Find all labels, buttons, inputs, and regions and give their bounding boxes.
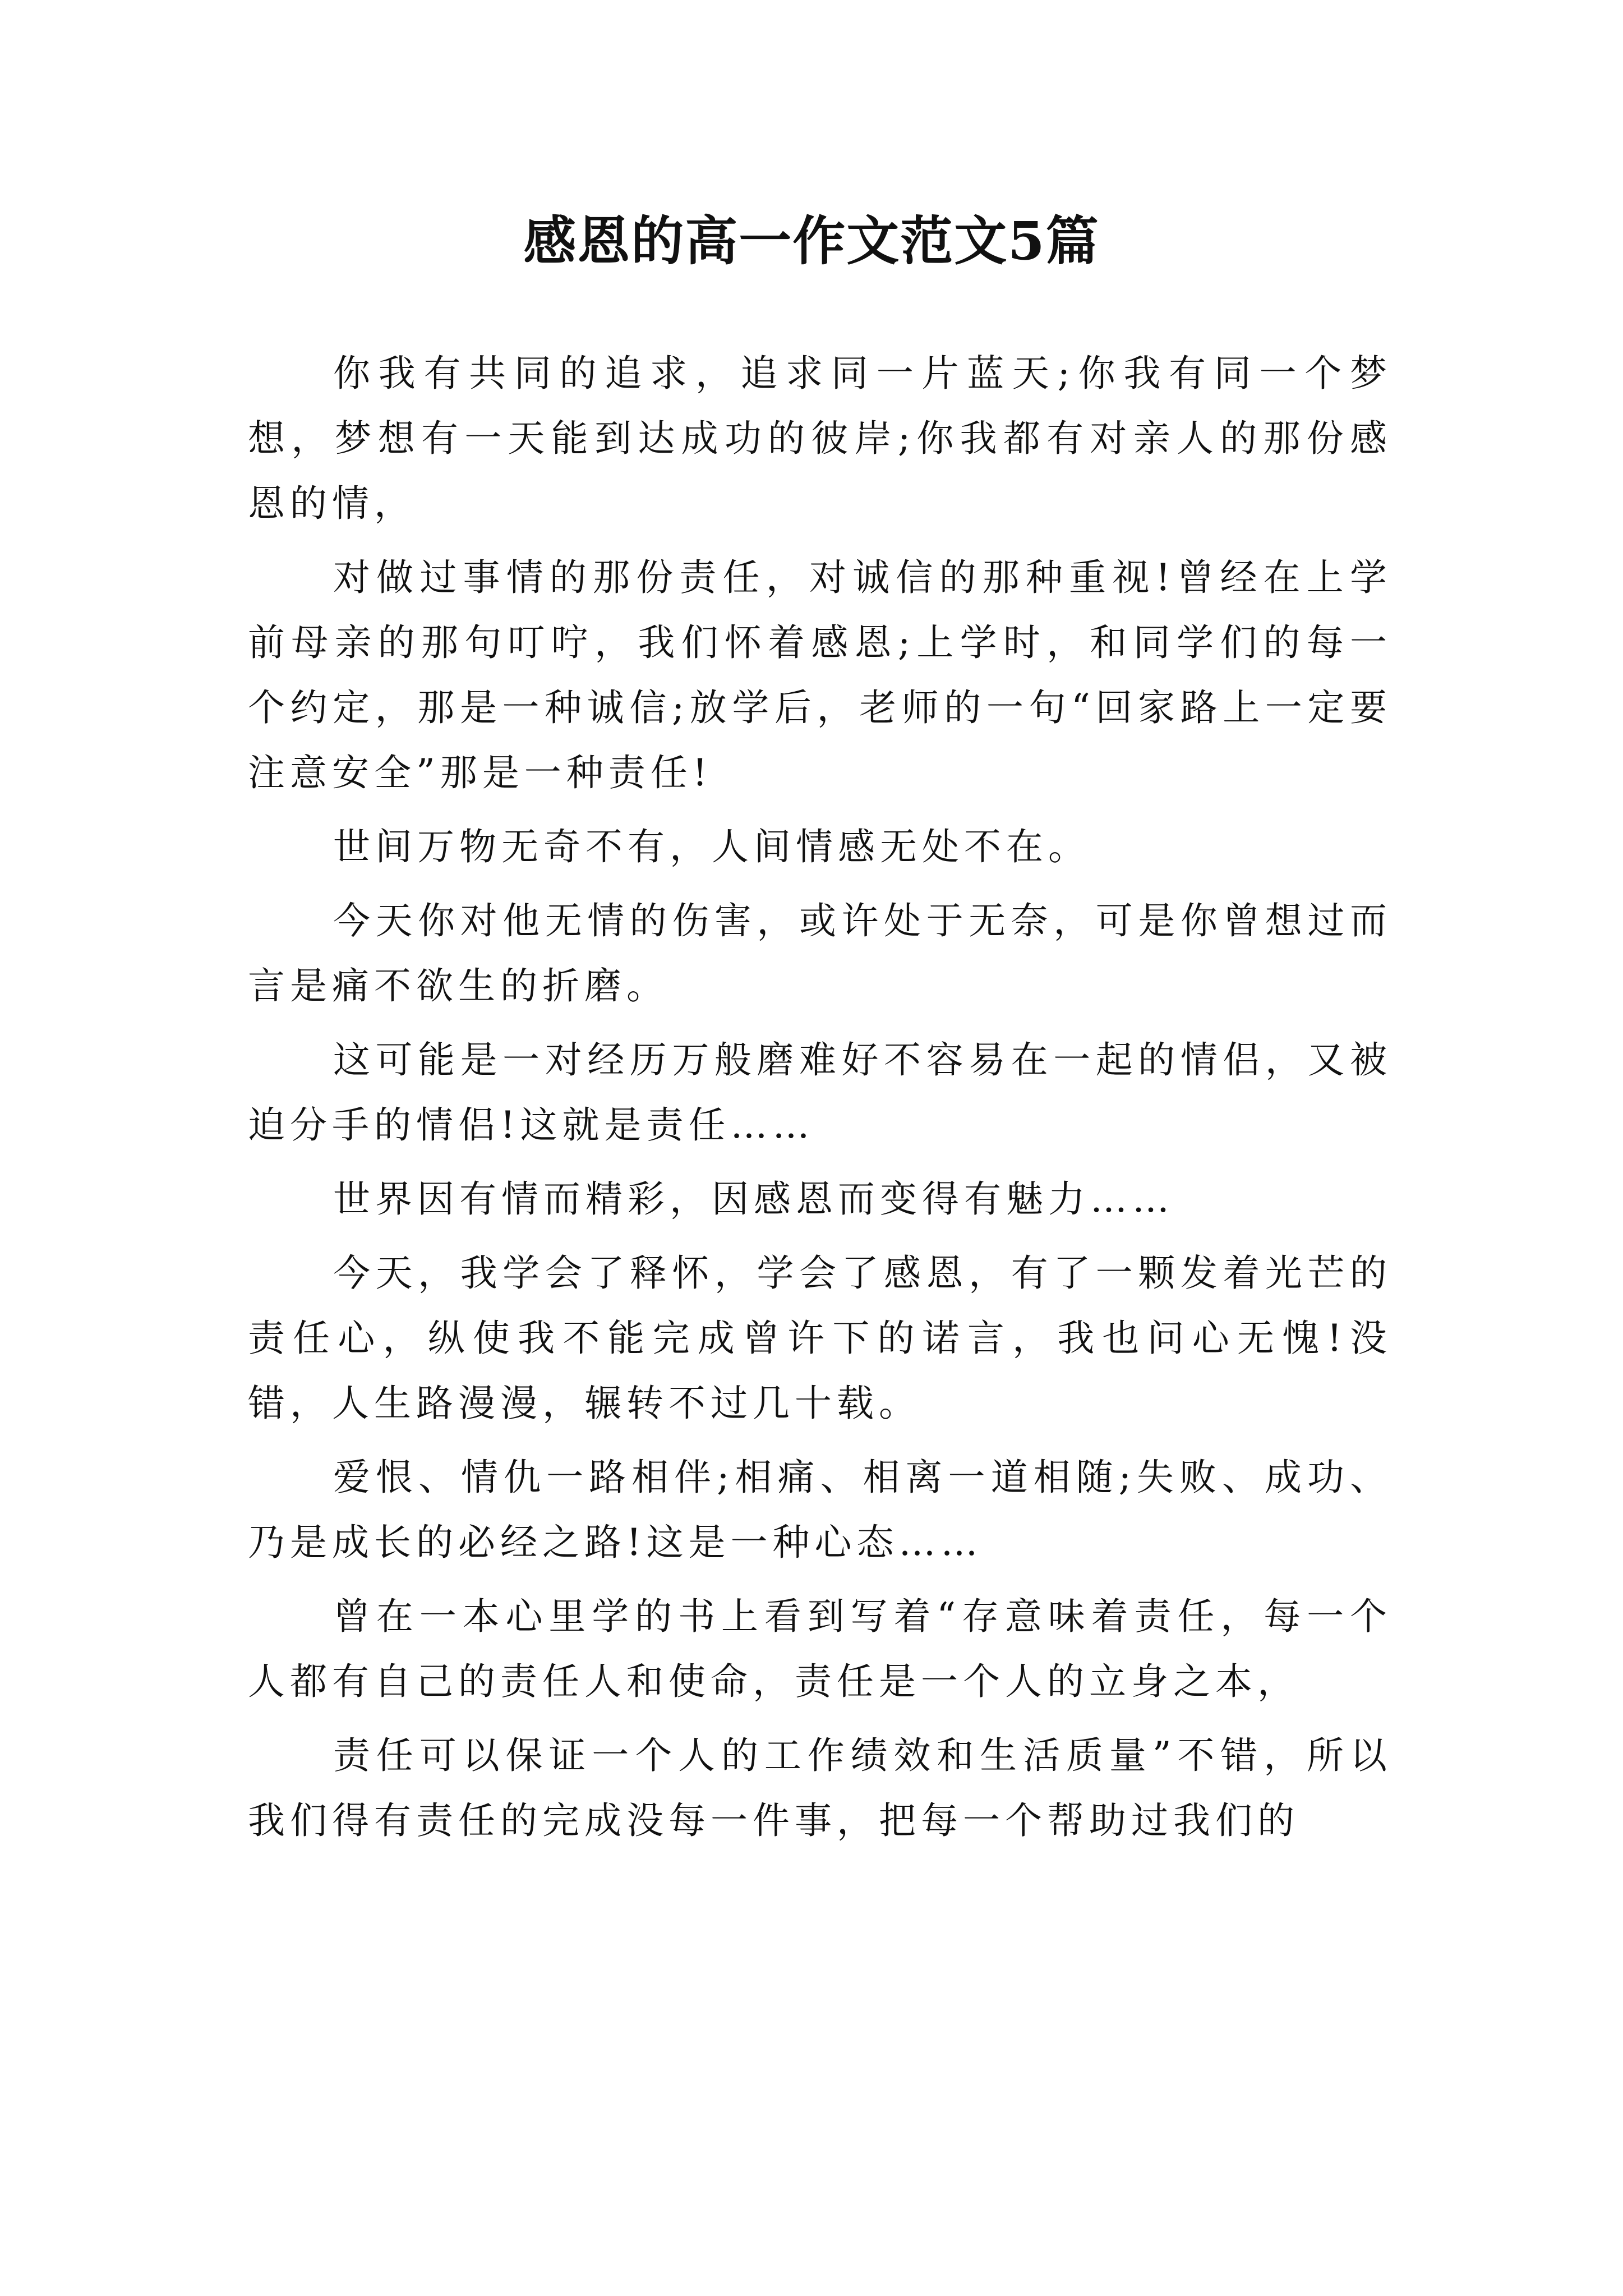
document-title: 感恩的高一作文范文5篇	[523, 210, 1100, 272]
paragraph: 爱恨、情仇一路相伴;相痛、相离一道相随;失败、成功、乃是成长的必经之路!这是一种心态……	[248, 1456, 1392, 1564]
paragraph: 今天，我学会了释怀，学会了感恩，有了一颗发着光芒的责任心，纵使我不能完成曾许下的诺言，我也问心无愧!没错，人生路漫漫，辗转不过几十载。	[248, 1251, 1392, 1425]
paragraph: 世界因有情而精彩，因感恩而变得有魅力……	[333, 1177, 1174, 1221]
paragraph: 对做过事情的那份责任，对诚信的那种重视!曾经在上学前母亲的那句叮咛，我们怀着感恩;上学时，和同学们的每一个约定，那是一种诚信;放学后，老师的一句“回家路上一定要注意安全”那是一种责任!	[248, 556, 1392, 794]
paragraph: 这可能是一对经历万般磨难好不容易在一起的情侣，又被迫分手的情侣!这就是责任……	[248, 1038, 1392, 1147]
paragraph: 曾在一本心里学的书上看到写着“存意味着责任，每一个人都有自己的责任人和使命，责任是一个人的立身之本，	[248, 1595, 1392, 1703]
paragraph: 世间万物无奇不有，人间情感无处不在。	[333, 825, 1090, 868]
paragraph: 责任可以保证一个人的工作绩效和生活质量”不错，所以我们得有责任的完成没每一件事，把每一个帮助过我们的	[248, 1734, 1392, 1842]
document-body	[248, 341, 1392, 1862]
paragraph: 今天你对他无情的伤害，或许处于无奈，可是你曾想过而言是痛不欲生的折磨。	[248, 899, 1392, 1007]
paragraph: 你我有共同的追求，追求同一片蓝天;你我有同一个梦想，梦想有一天能到达成功的彼岸;你我都有对亲人的那份感恩的情，	[248, 352, 1392, 525]
